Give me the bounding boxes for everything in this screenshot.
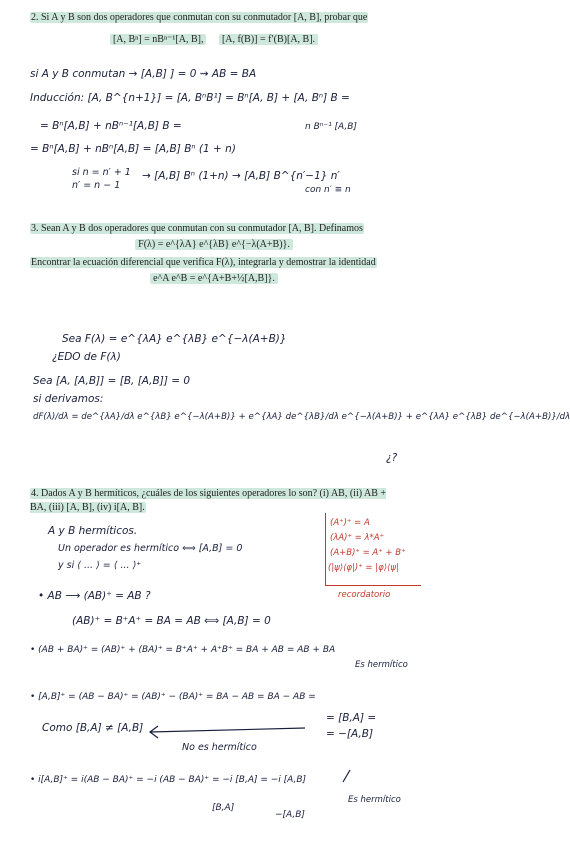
- problem-4-statement: 4. Dados A y B hermíticos, ¿cuáles de los siguientes operadores lo son? (i) AB, (ii) AB + BA, (iii) [A, B], (iv) i[A, B].: [30, 488, 387, 513]
- note-p4-line13: • i[A,B]⁺ = i(AB − BA)⁺ = −i (AB − BA)⁺ = −i [B,A] = −i [A,B]: [30, 775, 307, 785]
- note-p4-line15: −[A,B]: [275, 810, 305, 820]
- note-p4-line12: No es hermítico: [182, 742, 257, 753]
- note-p2-line7: → [A,B] Bⁿ (1+n) → [A,B] B^{n′−1} n′: [142, 170, 340, 182]
- note-p4-line10: Como [B,A] ≠ [A,B]: [42, 722, 144, 734]
- recordatorio-line2: (λA)⁺ = λ*A⁺: [330, 533, 385, 543]
- note-p3-line3: Sea [A, [A,B]] = [B, [A,B]] = 0: [33, 375, 191, 387]
- note-p3-line2: ¿EDO de F(λ): [52, 351, 121, 363]
- note-p2-line6: n′ = n − 1: [72, 180, 121, 191]
- arrow-line: [150, 728, 305, 732]
- note-p2-line1: si A y B conmutan → [A,B] ] = 0 ⇝ AB = BA: [30, 68, 257, 80]
- note-p2-line4: = Bⁿ[A,B] + nBⁿ[A,B] = [A,B] Bⁿ (1 + n): [30, 143, 236, 155]
- note-p2-sub: n Bⁿ⁻¹ [A,B]: [305, 122, 357, 132]
- note-p4-line7: Es hermítico: [355, 660, 408, 670]
- recordatorio-line3: (A+B)⁺ = A⁺ + B⁺: [330, 548, 406, 558]
- problem-3-eq-def: F(λ) = e^{λA} e^{λB} e^{−λ(A+B)}.: [30, 238, 398, 252]
- note-p3-line6: ¿?: [386, 452, 398, 464]
- recordatorio-line4: (|ψ⟩⟨φ|)⁺ = |φ⟩⟨ψ|: [328, 563, 399, 573]
- note-p4-line14: [B,A]: [212, 803, 235, 813]
- note-p3-line1: Sea F(λ) = e^{λA} e^{λB} e^{−λ(A+B)}: [62, 333, 287, 345]
- problem-2-statement: 2. Si A y B son dos operadores que conmutan con su conmutador [A, B], probar que: [31, 12, 368, 23]
- note-p4-line11: = −[A,B]: [326, 728, 374, 740]
- note-p4-line6: • (AB + BA)⁺ = (AB)⁺ + (BA)⁺ = B⁺A⁺ + A⁺B⁺ = BA + AB = AB + BA: [30, 645, 336, 655]
- problem-3-statement: 3. Sean A y B dos operadores que conmutan con su conmutador [A, B]. Definamos: [31, 223, 363, 234]
- problem-3-task: Encontrar la ecuación diferencial que verifica F(λ), integrarla y demostrar la identidad: [31, 257, 376, 268]
- strike-line: [343, 770, 350, 782]
- note-p4-line4: • AB ⟶ (AB)⁺ = AB ?: [38, 590, 151, 602]
- problem-2-eq-left: [A, Bⁿ] = nBⁿ⁻¹[A, B],: [110, 34, 207, 45]
- note-p3-line4: si derivamos:: [33, 393, 104, 405]
- problem-2-eq-right: [A, f(B)] = f′(B)[A, B].: [219, 34, 318, 45]
- note-p3-line5: dF(λ)/dλ = de^{λA}/dλ e^{λB} e^{−λ(A+B)} + e^{λA} de^{λB}/dλ e^{−λ(A+B)} + e^{λA} e^{λB} de^{−λ(A+B)}/dλ: [33, 412, 570, 422]
- recordatorio-label: recordatorio: [338, 590, 391, 600]
- recordatorio-line1: (A⁺)⁺ = A: [330, 518, 370, 528]
- note-p4-line1: A y B hermíticos.: [48, 525, 138, 537]
- note-p4-line5: (AB)⁺ = B⁺A⁺ = BA = AB ⟺ [A,B] = 0: [72, 615, 271, 627]
- note-p4-line8: • [A,B]⁺ = (AB − BA)⁺ = (AB)⁺ − (BA)⁺ = BA − AB = BA − AB =: [30, 692, 316, 702]
- note-p2-line5: si n = n′ + 1: [72, 167, 131, 178]
- note-p4-line16: Es hermítico: [348, 795, 401, 805]
- note-p2-line8: con n′ ≡ n: [305, 185, 351, 195]
- note-p4-line2: Un operador es hermítico ⟺ [A,B] = 0: [58, 543, 243, 554]
- note-p2-line3: = Bⁿ[A,B] + nBⁿ⁻¹[A,B] B =: [40, 120, 182, 132]
- problem-3-eq-identity: e^A e^B = e^{A+B+½[A,B]}.: [30, 272, 398, 286]
- note-p2-line2: Inducción: [A, B^{n+1}] = [A, BⁿB¹] = Bⁿ[A, B] + [A, Bⁿ] B =: [30, 92, 350, 104]
- note-p4-line9: = [B,A] =: [326, 712, 377, 724]
- note-p4-line3: y si ⟨ ... ⟩ = ⟨ ... ⟩⁺: [58, 560, 142, 571]
